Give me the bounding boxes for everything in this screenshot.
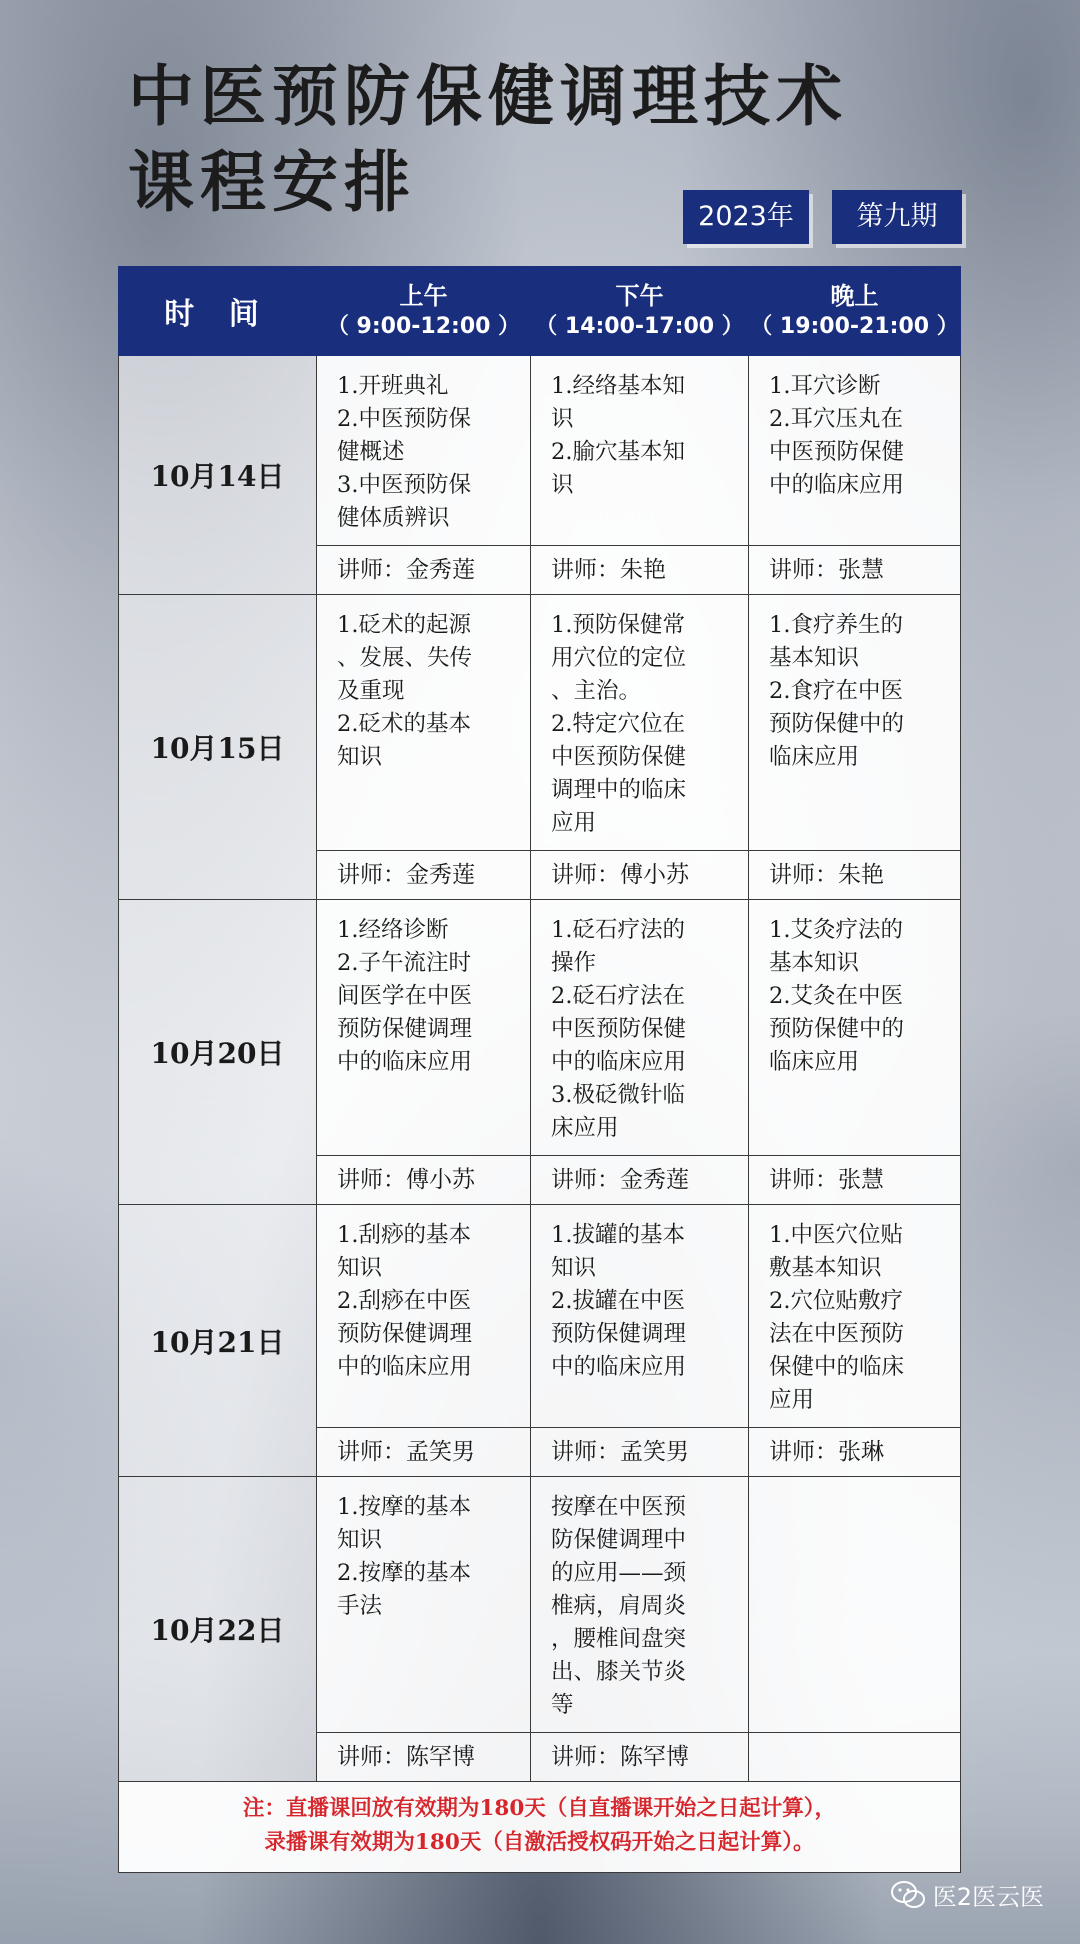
day-row <box>119 356 961 546</box>
course-line: 调理中的临床 <box>551 777 687 803</box>
wechat-icon <box>891 1881 925 1909</box>
day-row <box>119 595 961 851</box>
morning-teacher-cell: 讲师：金秀莲 <box>317 851 531 900</box>
evening-content-cell <box>749 356 961 546</box>
note-row <box>119 1782 961 1873</box>
course-line: 预防保健调理 <box>337 1321 473 1347</box>
watermark-text: 医2医云医 <box>932 1883 1044 1911</box>
course-line: 1.开班典礼 <box>337 373 449 399</box>
course-line: 知识 <box>337 744 383 770</box>
course-line: 健体质辨识 <box>337 505 450 531</box>
morning-content-cell <box>317 1205 531 1428</box>
course-line: 床应用 <box>551 1115 619 1141</box>
year-badge: 2023年 <box>683 190 809 244</box>
course-line: 识 <box>551 406 574 432</box>
afternoon-content-cell <box>531 1477 749 1733</box>
course-line: 中的临床应用 <box>337 1049 473 1075</box>
afternoon-teacher-cell: 讲师：傅小苏 <box>531 851 749 900</box>
afternoon-label: 下午 <box>615 282 664 310</box>
course-line: 2.特定穴位在 <box>551 711 685 737</box>
page-subtitle: 课程安排 <box>128 144 416 221</box>
course-line: 知识 <box>551 1255 597 1281</box>
course-line: 2.刮痧在中医 <box>337 1288 471 1314</box>
course-line: 预防保健调理 <box>551 1321 687 1347</box>
afternoon-content-cell <box>531 1205 749 1428</box>
course-line: 应用 <box>769 1387 815 1413</box>
page-title: 中医预防保健调理技术 <box>128 58 848 135</box>
day-row <box>119 1477 961 1733</box>
course-line: 操作 <box>551 950 597 976</box>
evening-label: 晚上 <box>830 282 879 310</box>
course-line: 中的临床应用 <box>551 1354 687 1380</box>
course-line: 知识 <box>337 1527 383 1553</box>
course-line: 3.极砭微针临 <box>551 1082 685 1108</box>
course-line: 手法 <box>337 1593 383 1619</box>
morning-teacher-cell: 讲师：孟笑男 <box>317 1428 531 1477</box>
course-line: 3.中医预防保 <box>337 472 471 498</box>
course-line: 应用 <box>551 810 597 836</box>
course-line: 法在中医预防 <box>769 1321 905 1347</box>
morning-content-cell <box>317 1477 531 1733</box>
course-line: 1.预防保健常 <box>551 612 685 638</box>
course-line: 2.子午流注时 <box>337 950 471 976</box>
course-line: 2.砭石疗法在 <box>551 983 685 1009</box>
course-line: 1.按摩的基本 <box>337 1494 471 1520</box>
evening-time: （ 19:00-21:00 ） <box>750 314 959 339</box>
course-line: 用穴位的定位 <box>551 645 687 671</box>
day-row <box>119 900 961 1156</box>
morning-content-cell <box>317 595 531 851</box>
date-cell: 10月14日 <box>119 356 317 595</box>
course-line: 间医学在中医 <box>337 983 473 1009</box>
course-line: 中医预防保健 <box>769 439 905 465</box>
morning-header <box>317 267 531 356</box>
course-line: 1.拔罐的基本 <box>551 1222 685 1248</box>
evening-teacher-cell: 讲师：张慧 <box>749 546 961 595</box>
course-line: 中医预防保健 <box>551 744 687 770</box>
afternoon-time: （ 14:00-17:00 ） <box>535 314 744 339</box>
course-line: ，腰椎间盘突 <box>551 1626 687 1652</box>
course-line: 2.艾灸在中医 <box>769 983 903 1009</box>
course-line: 预防保健中的 <box>769 1016 905 1042</box>
morning-content-cell <box>317 900 531 1156</box>
evening-header <box>749 267 961 356</box>
course-line: 中的临床应用 <box>337 1354 473 1380</box>
morning-teacher-cell: 讲师：傅小苏 <box>317 1156 531 1205</box>
afternoon-content-cell <box>531 356 749 546</box>
course-line: 预防保健调理 <box>337 1016 473 1042</box>
course-line: 健概述 <box>337 439 405 465</box>
morning-content-cell <box>317 356 531 546</box>
course-line: 等 <box>551 1692 574 1718</box>
course-line: 、发展、失传 <box>337 645 473 671</box>
course-line: 出、膝关节炎 <box>551 1659 687 1685</box>
evening-content-cell <box>749 1205 961 1428</box>
course-line: 1.艾灸疗法的 <box>769 917 903 943</box>
course-line: 敷基本知识 <box>769 1255 882 1281</box>
note-line-2: 录播课有效期为180天（自激活授权码开始之日起计算）。 <box>264 1830 815 1855</box>
note-cell <box>119 1782 961 1873</box>
course-line: 基本知识 <box>769 645 860 671</box>
date-cell: 10月15日 <box>119 595 317 900</box>
time-header: 时 间 <box>119 267 317 356</box>
morning-label: 上午 <box>399 282 448 310</box>
course-line: 及重现 <box>337 678 405 704</box>
afternoon-content-cell <box>531 595 749 851</box>
course-line: 2.中医预防保 <box>337 406 471 432</box>
schedule-table <box>118 266 961 1873</box>
date-cell: 10月22日 <box>119 1477 317 1782</box>
evening-teacher-cell: 讲师：张慧 <box>749 1156 961 1205</box>
course-line: 保健中的临床 <box>769 1354 905 1380</box>
afternoon-header <box>531 267 749 356</box>
issue-badge: 第九期 <box>832 190 962 244</box>
date-cell: 10月20日 <box>119 900 317 1205</box>
evening-content-cell <box>749 595 961 851</box>
schedule-body <box>119 356 961 1782</box>
course-line: 临床应用 <box>769 744 860 770</box>
course-line: 2.拔罐在中医 <box>551 1288 685 1314</box>
course-line: 1.经络诊断 <box>337 917 449 943</box>
course-line: 1.食疗养生的 <box>769 612 903 638</box>
afternoon-teacher-cell: 讲师：孟笑男 <box>531 1428 749 1477</box>
afternoon-content-cell <box>531 900 749 1156</box>
course-line: 1.经络基本知 <box>551 373 685 399</box>
course-line: 基本知识 <box>769 950 860 976</box>
course-line: 2.按摩的基本 <box>337 1560 471 1586</box>
evening-teacher-cell: 讲师：张琳 <box>749 1428 961 1477</box>
afternoon-teacher-cell: 讲师：金秀莲 <box>531 1156 749 1205</box>
note-line-1: 注：直播课回放有效期为180天（自直播课开始之日起计算）， <box>242 1796 837 1821</box>
course-line: 1.耳穴诊断 <box>769 373 881 399</box>
watermark <box>891 1877 1044 1912</box>
evening-teacher-cell: 讲师：朱艳 <box>749 851 961 900</box>
header-row <box>119 267 961 356</box>
course-line: 中医预防保健 <box>551 1016 687 1042</box>
course-line: 、主治。 <box>551 678 642 704</box>
course-line: 2.砭术的基本 <box>337 711 471 737</box>
course-line: 1.砭术的起源 <box>337 612 471 638</box>
morning-teacher-cell: 讲师：金秀莲 <box>317 546 531 595</box>
course-line: 识 <box>551 472 574 498</box>
course-line: 临床应用 <box>769 1049 860 1075</box>
course-line: 2.食疗在中医 <box>769 678 903 704</box>
course-line: 1.砭石疗法的 <box>551 917 685 943</box>
course-line: 中的临床应用 <box>551 1049 687 1075</box>
evening-content-cell <box>749 1477 961 1733</box>
course-line: 1.刮痧的基本 <box>337 1222 471 1248</box>
afternoon-teacher-cell: 讲师：朱艳 <box>531 546 749 595</box>
course-line: 中的临床应用 <box>769 472 905 498</box>
course-line: 1.中医穴位贴 <box>769 1222 903 1248</box>
evening-teacher-cell <box>749 1733 961 1782</box>
course-line: 2.耳穴压丸在 <box>769 406 903 432</box>
course-line: 防保健调理中 <box>551 1527 687 1553</box>
afternoon-teacher-cell: 讲师：陈罕博 <box>531 1733 749 1782</box>
course-line: 知识 <box>337 1255 383 1281</box>
course-line: 2.穴位贴敷疗 <box>769 1288 903 1314</box>
evening-content-cell <box>749 900 961 1156</box>
course-line: 椎病，肩周炎 <box>551 1593 687 1619</box>
course-line: 预防保健中的 <box>769 711 905 737</box>
course-line: 按摩在中医预 <box>551 1494 687 1520</box>
morning-time: （ 9:00-12:00 ） <box>326 314 521 339</box>
day-row <box>119 1205 961 1428</box>
course-line: 2.腧穴基本知 <box>551 439 685 465</box>
course-line: 的应用——颈 <box>551 1560 687 1586</box>
morning-teacher-cell: 讲师：陈罕博 <box>317 1733 531 1782</box>
date-cell: 10月21日 <box>119 1205 317 1477</box>
